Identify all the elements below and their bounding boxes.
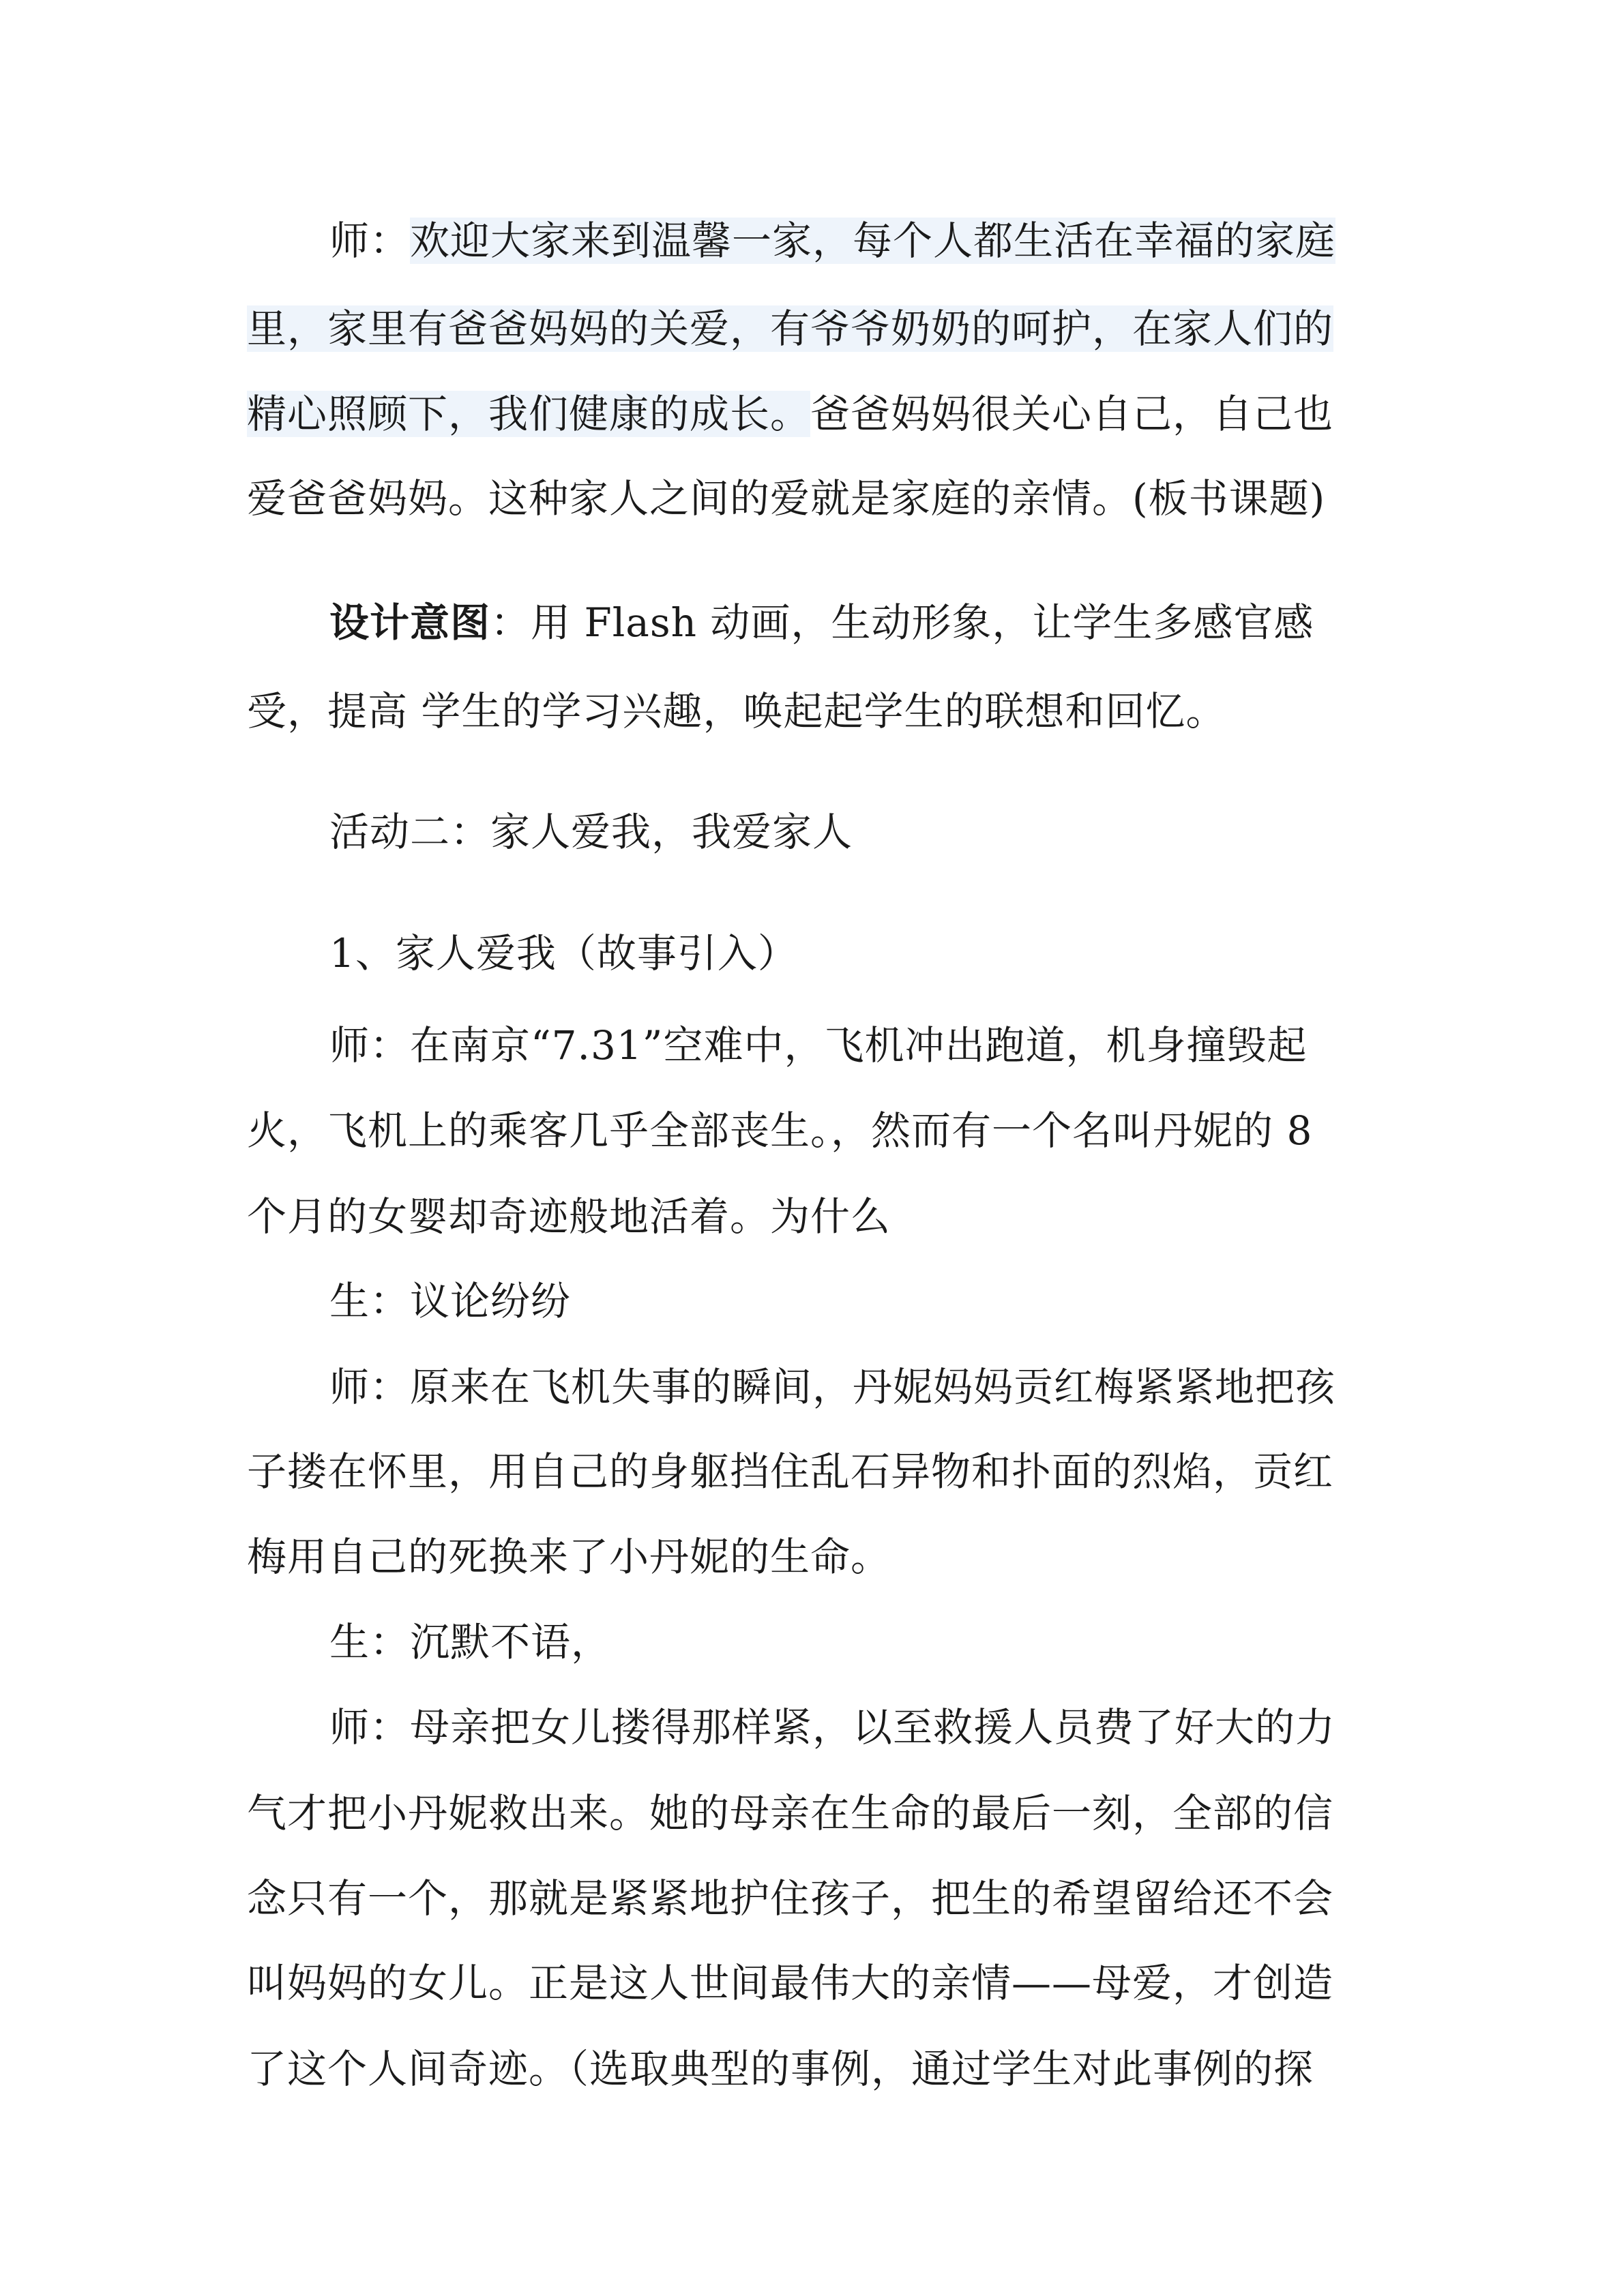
speaker-prefix: 师： bbox=[329, 218, 411, 264]
teacher-conclusion-line-3: 念只有一个，那就是紧紧地护住孩子，把生的希望留给还不会 bbox=[247, 1875, 1334, 1922]
teacher-explanation-line-2: 子搂在怀里，用自己的身躯挡住乱石异物和扑面的烈焰，贡红 bbox=[247, 1448, 1334, 1495]
section-subheading: 1、家人爱我（故事引入） bbox=[329, 930, 798, 976]
student-response-1: 生：议论纷纷 bbox=[329, 1278, 572, 1324]
paragraph-1-line-3 bbox=[247, 383, 1365, 445]
teacher-explanation-line-1: 师：原来在飞机失事的瞬间，丹妮妈妈贡红梅紧紧地把孩 bbox=[329, 1364, 1336, 1410]
teacher-conclusion-line-4: 叫妈妈的女儿。正是这人世间最伟大的亲情——母爱，才创造 bbox=[247, 1960, 1334, 2006]
design-intent-line-1 bbox=[329, 592, 1365, 653]
design-intent-label: 设计意图 bbox=[329, 599, 491, 646]
teacher-conclusion-line-1: 师：母亲把女儿搂得那样紧，以至救援人员费了好大的力 bbox=[329, 1704, 1336, 1750]
design-intent-line-2: 受，提高 学生的学习兴趣，唤起起学生的联想和回忆。 bbox=[247, 688, 1226, 734]
teacher-conclusion-line-2: 气才把小丹妮救出来。她的母亲在生命的最后一刻，全部的信 bbox=[247, 1790, 1334, 1836]
teacher-story-line-1: 师：在南京“7.31”空难中，飞机冲出跑道，机身撞毁起 bbox=[329, 1022, 1308, 1069]
paragraph-1-line-2 bbox=[247, 298, 1365, 359]
paragraph-1-line-4: 爱爸爸妈妈。这种家人之间的爱就是家庭的亲情。(板书课题) bbox=[247, 475, 1326, 522]
teacher-story-line-2: 火，飞机上的乘客几乎全部丧生。，然而有一个名叫丹妮的 8 bbox=[247, 1107, 1313, 1154]
teacher-explanation-line-3: 梅用自己的死换来了小丹妮的生命。 bbox=[247, 1534, 891, 1580]
teacher-conclusion-line-5: 了这个人间奇迹。（选取典型的事例，通过学生对此事例的探 bbox=[247, 2046, 1314, 2092]
body-text: 爸爸妈妈很关心自己，自己也 bbox=[810, 391, 1334, 437]
body-text: ：用 Flash 动画，生动形象，让学生多感官感 bbox=[490, 599, 1314, 646]
highlighted-text: 精心照顾下，我们健康的成长。 bbox=[247, 391, 811, 437]
activity-heading: 活动二：家人爱我，我爱家人 bbox=[329, 809, 853, 855]
teacher-story-line-3: 个月的女婴却奇迹般地活着。为什么 bbox=[247, 1193, 891, 1240]
highlighted-text: 欢迎大家来到温馨一家，每个人都生活在幸福的家庭 bbox=[410, 218, 1336, 264]
student-response-2: 生：沉默不语， bbox=[329, 1619, 612, 1665]
paragraph-1-line-1 bbox=[329, 210, 1365, 271]
highlighted-text: 里，家里有爸爸妈妈的关爱，有爷爷奶奶的呵护，在家人们的 bbox=[247, 305, 1334, 352]
